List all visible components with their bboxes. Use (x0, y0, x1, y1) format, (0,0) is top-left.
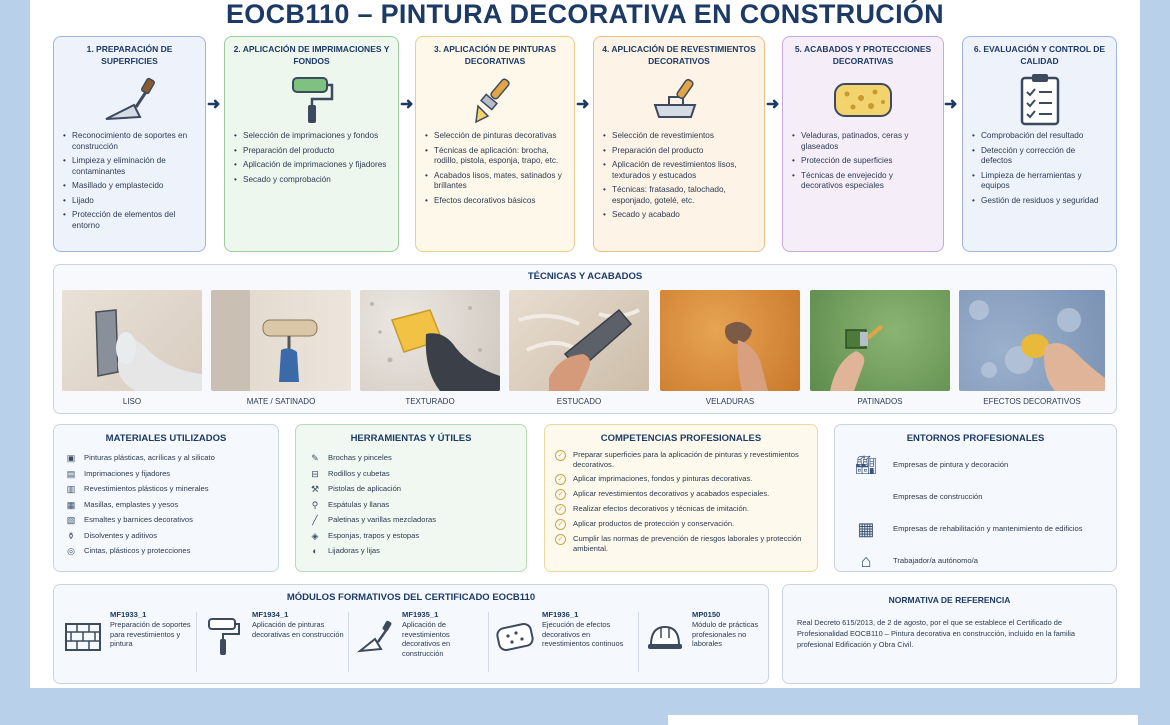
technique-label: ESTUCADO (556, 397, 602, 406)
stage-revestimientos (593, 36, 765, 252)
list-item: • Detección y corrección de defectos (971, 146, 1108, 167)
list-item: ◎ Cintas, plásticos y protecciones (64, 546, 268, 556)
infographic-sheet (30, 0, 1140, 688)
technique-image-efectos (959, 290, 1105, 391)
stage-title: 2. APLICACIÓN DE IMPRIMACIONES Y FONDOS (233, 44, 390, 66)
technique-label: EFECTOS DECORATIVOS (983, 397, 1081, 406)
module-item: MF1935_1 Aplicación de revestimientos decorativos en construcción (356, 610, 486, 674)
environment-item: Empresas de construcción (893, 492, 983, 501)
environments-panel (834, 424, 1117, 572)
check-circle-icon: ✓ (555, 534, 566, 545)
technique-label: LISO (122, 397, 142, 406)
list-item: • Protección de superficies (791, 156, 935, 167)
paint-can-icon: ▣ (66, 453, 76, 463)
stage-title: 6. EVALUACIÓN Y CONTROL DE CALIDAD (973, 44, 1106, 66)
list-item: • Aplicación de revestimientos lisos, texturados y estucados (602, 160, 756, 181)
brick-wall-icon (64, 618, 102, 656)
arrow-right-icon: ➜ (400, 96, 414, 113)
stage-list (62, 131, 197, 231)
trowel-icon (62, 69, 197, 131)
normativa-title: NORMATIVA DE REFERENCIA (888, 595, 1011, 605)
arrow-right-icon: ➜ (766, 96, 780, 113)
arrow-right-icon: ➜ (944, 96, 958, 113)
technique-image-patinados (810, 290, 950, 391)
list-item: ⚱ Disolventes y aditivos (64, 531, 268, 541)
list-item: • Selección de revestimientos (602, 131, 756, 142)
list-item: • Lijado (62, 196, 197, 207)
checklist-icon (971, 69, 1108, 131)
float-trowel-icon (602, 69, 756, 131)
check-circle-icon: ✓ (555, 519, 566, 530)
competencies-title: COMPETENCIAS PROFESIONALES (600, 433, 762, 444)
check-circle-icon: ✓ (555, 489, 566, 500)
page-title: EOCB110 – PINTURA DECORATIVA EN CONSTRUCIÓN (226, 0, 944, 29)
environment-item: ▦ Empresas de rehabilitación y mantenimiento de edificios (851, 518, 1100, 540)
module-item: MF1936_1 Ejecución de efectos decorativos en revestimientos continuos (496, 610, 636, 674)
stage-pinturas (415, 36, 575, 252)
materials-panel (53, 424, 279, 572)
list-item: • Masillado y emplastecido (62, 181, 197, 192)
divider (638, 612, 639, 672)
list-item: ⊟ Rodillos y cubetas (308, 469, 514, 479)
stage-title: 1. PREPARACIÓN DE SUPERFICIES (86, 44, 173, 66)
list-item: • Acabados lisos, mates, satinados y brillantes (424, 171, 566, 192)
divider (196, 612, 197, 672)
stage-list (233, 131, 390, 185)
list-item: ▦ Masillas, emplastes y yesos (64, 500, 268, 510)
list-item: ⚒ Pistolas de aplicación (308, 484, 514, 494)
normativa-panel (782, 584, 1117, 684)
list-item: ✓ Aplicar imprimaciones, fondos y pinturas decorativas. (555, 474, 807, 485)
competencies-panel (544, 424, 818, 572)
materials-list (64, 453, 268, 556)
check-circle-icon: ✓ (555, 474, 566, 485)
check-circle-icon: ✓ (555, 504, 566, 515)
spatula-icon: ⚲ (311, 499, 319, 510)
list-item: • Limpieza y eliminación de contaminantes (62, 156, 197, 177)
sponge-icon (791, 69, 935, 131)
bottom-bar (668, 715, 1138, 725)
module-item: MF1934_1 Aplicación de pinturas decorativas en construcción (206, 610, 346, 674)
list-item: ✓ Aplicar productos de protección y conservación. (555, 519, 807, 530)
list-item: • Técnicas de envejecido y decorativos especiales (791, 171, 935, 192)
materials-title: MATERIALES UTILIZADOS (105, 433, 227, 444)
list-item: • Preparación del producto (233, 146, 390, 157)
list-item: • Aplicación de imprimaciones y fijadores (233, 160, 390, 171)
techniques-title: TÉCNICAS Y ACABADOS (527, 271, 643, 282)
divider (488, 612, 489, 672)
technique-image-mate (211, 290, 351, 391)
normativa-text: Real Decreto 615/2013, de 2 de agosto, por el que se establece el Certificado de Profesionalidad EOCB110 – Pintura decorativa en construcción, incluido en la familia profesional Edificación y Obra Civil. (797, 618, 1075, 649)
technique-label: VELADURAS (705, 397, 755, 406)
competencies-list (555, 450, 807, 554)
list-item: ✓ Preparar superficies para la aplicación de pinturas y revestimientos decorativos. (555, 450, 807, 470)
list-item: • Secado y acabado (602, 210, 756, 221)
building-icon: ▦ (857, 519, 875, 539)
list-item: • Protección de elementos del entorno (62, 210, 197, 231)
list-item: • Veladuras, patinados, ceras y glaseados (791, 131, 935, 152)
factory-icon: 🏭︎ (854, 455, 878, 475)
stage-list (971, 131, 1108, 206)
primer-can-icon: ▤ (66, 468, 76, 479)
sander-icon: ◐ (312, 546, 318, 556)
house-icon: ⌂ (860, 551, 872, 571)
technique-label: MATE / SATINADO (246, 397, 316, 406)
list-item: ▧ Esmaltes y barnices decorativos (64, 515, 268, 525)
enamel-can-icon: ▧ (66, 515, 76, 525)
stage-title: 4. APLICACIÓN DE REVESTIMIENTOS DECORATIVOS (602, 44, 756, 66)
environment-item: ⌂ Trabajador/a autónomo/a (851, 550, 1100, 572)
list-item: ✓ Cumplir las normas de prevención de riesgos laborales y protección ambiental. (555, 534, 807, 554)
list-item: • Técnicas de aplicación: brocha, rodillo, pistola, esponja, trapo, etc. (424, 146, 566, 167)
arrow-right-icon: ➜ (576, 96, 590, 113)
spray-gun-icon: ⚒ (310, 484, 320, 494)
tools-panel (295, 424, 527, 572)
list-item: ▥ Revestimientos plásticos y minerales (64, 484, 268, 494)
list-item: • Selección de pinturas decorativas (424, 131, 566, 142)
mixer-icon: ╱ (312, 515, 318, 525)
list-item: • Limpieza de herramientas y equipos (971, 171, 1108, 192)
stage-imprimaciones (224, 36, 399, 252)
coating-bucket-icon: ▥ (66, 484, 76, 494)
technique-image-liso (62, 290, 202, 391)
divider (348, 612, 349, 672)
stage-preparacion (53, 36, 206, 252)
trowel-module-icon (356, 618, 394, 656)
check-circle-icon: ✓ (555, 450, 566, 461)
modules-title: MÓDULOS FORMATIVOS DEL CERTIFICADO EOCB110 (286, 592, 536, 603)
stage-list (602, 131, 756, 221)
paintbrush-icon (424, 69, 566, 131)
technique-image-texturado (360, 290, 500, 391)
list-item: ╱ Paletinas y varillas mezcladoras (308, 515, 514, 525)
technique-label: TEXTURADO (405, 397, 455, 406)
list-item: ✓ Realizar efectos decorativos y técnicas de imitación. (555, 504, 807, 515)
list-item: • Comprobación del resultado (971, 131, 1108, 142)
environment-item: 🏭︎ Empresas de pintura y decoración (851, 454, 1100, 476)
list-item: • Secado y comprobación (233, 175, 390, 186)
list-item: • Técnicas: fratasado, talochado, esponjado, gotelé, etc. (602, 185, 756, 206)
sponge-small-icon: ◈ (311, 530, 319, 541)
module-item: MP0150 Módulo de prácticas profesionales no laborales (646, 610, 764, 674)
roller-icon: ⊟ (311, 468, 319, 479)
list-item: ✓ Aplicar revestimientos decorativos y acabados especiales. (555, 489, 807, 500)
tape-icon: ◎ (67, 546, 75, 556)
stage-acabados (782, 36, 944, 252)
list-item: • Reconocimiento de soportes en construcción (62, 131, 197, 152)
list-item: ◈ Esponjas, trapos y estopas (308, 531, 514, 541)
list-item: ✎ Brochas y pinceles (308, 453, 514, 463)
list-item: • Preparación del producto (602, 146, 756, 157)
list-item: ▤ Imprimaciones y fijadores (64, 469, 268, 479)
technique-label: PATINADOS (857, 397, 903, 406)
list-item: • Gestión de residuos y seguridad (971, 196, 1108, 207)
roller-module-icon (206, 618, 244, 656)
stage-list (424, 131, 566, 206)
technique-image-estucado (509, 290, 649, 391)
plaster-bag-icon: ▦ (66, 499, 76, 510)
brush-icon: ✎ (311, 453, 319, 463)
module-item: MF1933_1 Preparación de soportes para revestimientos y pintura (64, 610, 194, 674)
stage-title: 3. APLICACIÓN DE PINTURAS DECORATIVAS (433, 44, 556, 66)
arrow-right-icon: ➜ (207, 96, 221, 113)
list-item: • Selección de imprimaciones y fondos (233, 131, 390, 142)
sponge-module-icon (496, 618, 534, 656)
solvent-bottle-icon: ⚱ (67, 530, 75, 541)
stage-title: 5. ACABADOS Y PROTECCIONES DECORATIVAS (794, 44, 932, 66)
stage-evaluacion (962, 36, 1117, 252)
technique-image-veladuras (660, 290, 800, 391)
list-item: ⚲ Espátulas y llanas (308, 500, 514, 510)
tools-title: HERRAMIENTAS Y ÚTILES (350, 433, 472, 444)
list-item: ▣ Pinturas plásticas, acrílicas y al silicato (64, 453, 268, 463)
list-item: • Efectos decorativos básicos (424, 196, 566, 207)
stage-list (791, 131, 935, 192)
list-item: ◐ Lijadoras y lijas (308, 546, 514, 556)
hard-hat-icon (646, 618, 684, 656)
tools-list (308, 453, 514, 556)
paint-roller-icon (233, 69, 390, 131)
environments-title: ENTORNOS PROFESIONALES (906, 433, 1045, 444)
